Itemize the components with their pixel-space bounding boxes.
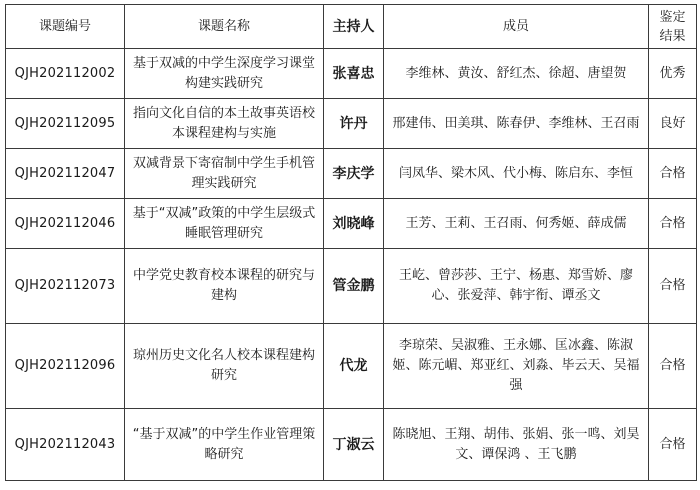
result-cell: 合格 <box>649 409 697 481</box>
result-cell: 合格 <box>649 199 697 249</box>
header-members: 成员 <box>384 5 649 49</box>
table-row <box>6 199 697 249</box>
result-cell: 良好 <box>649 99 697 149</box>
leader-cell: 张喜忠 <box>324 49 384 99</box>
header-row <box>6 5 697 49</box>
table-header <box>6 5 697 49</box>
table-body <box>6 49 697 481</box>
members-cell: 王芳、王莉、王召雨、何秀姬、薛成儒 <box>384 199 649 249</box>
leader-cell: 李庆学 <box>324 149 384 199</box>
research-projects-table <box>5 4 697 481</box>
table-row <box>6 409 697 481</box>
result-cell: 合格 <box>649 324 697 409</box>
result-cell: 优秀 <box>649 49 697 99</box>
project-id-cell: QJH202112096 <box>6 324 125 409</box>
leader-cell: 管金鹏 <box>324 249 384 324</box>
project-title-cell: 基于双减的中学生深度学习课堂构建实践研究 <box>125 49 324 99</box>
table-row <box>6 99 697 149</box>
members-cell: 闫凤华、梁木风、代小梅、陈启东、李恒 <box>384 149 649 199</box>
header-result-line1: 鉴定 <box>659 9 686 25</box>
project-id-cell: QJH202112043 <box>6 409 125 481</box>
members-cell: 李琼荣、吴淑雅、王永娜、匡冰鑫、陈淑姬、陈元嵋、郑亚红、刘淼、毕云天、吴福强 <box>384 324 649 409</box>
project-title-cell: 双减背景下寄宿制中学生手机管理实践研究 <box>125 149 324 199</box>
table-row <box>6 49 697 99</box>
project-id-cell: QJH202112095 <box>6 99 125 149</box>
project-title-cell: 琼州历史文化名人校本课程建构研究 <box>125 324 324 409</box>
project-id-cell: QJH202112073 <box>6 249 125 324</box>
members-cell: 陈晓旭、王翔、胡伟、张娟、张一鸣、刘昊文、谭保鸿 、王飞鹏 <box>384 409 649 481</box>
members-cell: 李维林、黄汝、舒红杰、徐超、唐望贺 <box>384 49 649 99</box>
project-id-cell: QJH202112002 <box>6 49 125 99</box>
leader-cell: 许丹 <box>324 99 384 149</box>
result-cell: 合格 <box>649 249 697 324</box>
table-row <box>6 249 697 324</box>
members-cell: 邢建伟、田美琪、陈春伊、李维林、王召雨 <box>384 99 649 149</box>
project-id-cell: QJH202112046 <box>6 199 125 249</box>
project-title-cell: 指向文化自信的本土故事英语校本课程建构与实施 <box>125 99 324 149</box>
project-title-cell: 中学党史教育校本课程的研究与建构 <box>125 249 324 324</box>
header-result <box>649 5 697 49</box>
table-row <box>6 149 697 199</box>
project-title-cell: 基于“双减”政策的中学生层级式睡眠管理研究 <box>125 199 324 249</box>
project-title-cell: “基于双减”的中学生作业管理策略研究 <box>125 409 324 481</box>
table-row <box>6 324 697 409</box>
project-id-cell: QJH202112047 <box>6 149 125 199</box>
header-project-title: 课题名称 <box>125 5 324 49</box>
leader-cell: 刘晓峰 <box>324 199 384 249</box>
header-result-line2: 结果 <box>659 28 686 44</box>
result-cell: 合格 <box>649 149 697 199</box>
leader-cell: 代龙 <box>324 324 384 409</box>
header-leader: 主持人 <box>324 5 384 49</box>
leader-cell: 丁淑云 <box>324 409 384 481</box>
members-cell: 王屹、曾莎莎、王宁、杨惠、郑雪娇、廖心、张爱萍、韩宇衔、谭丞文 <box>384 249 649 324</box>
header-project-id: 课题编号 <box>6 5 125 49</box>
